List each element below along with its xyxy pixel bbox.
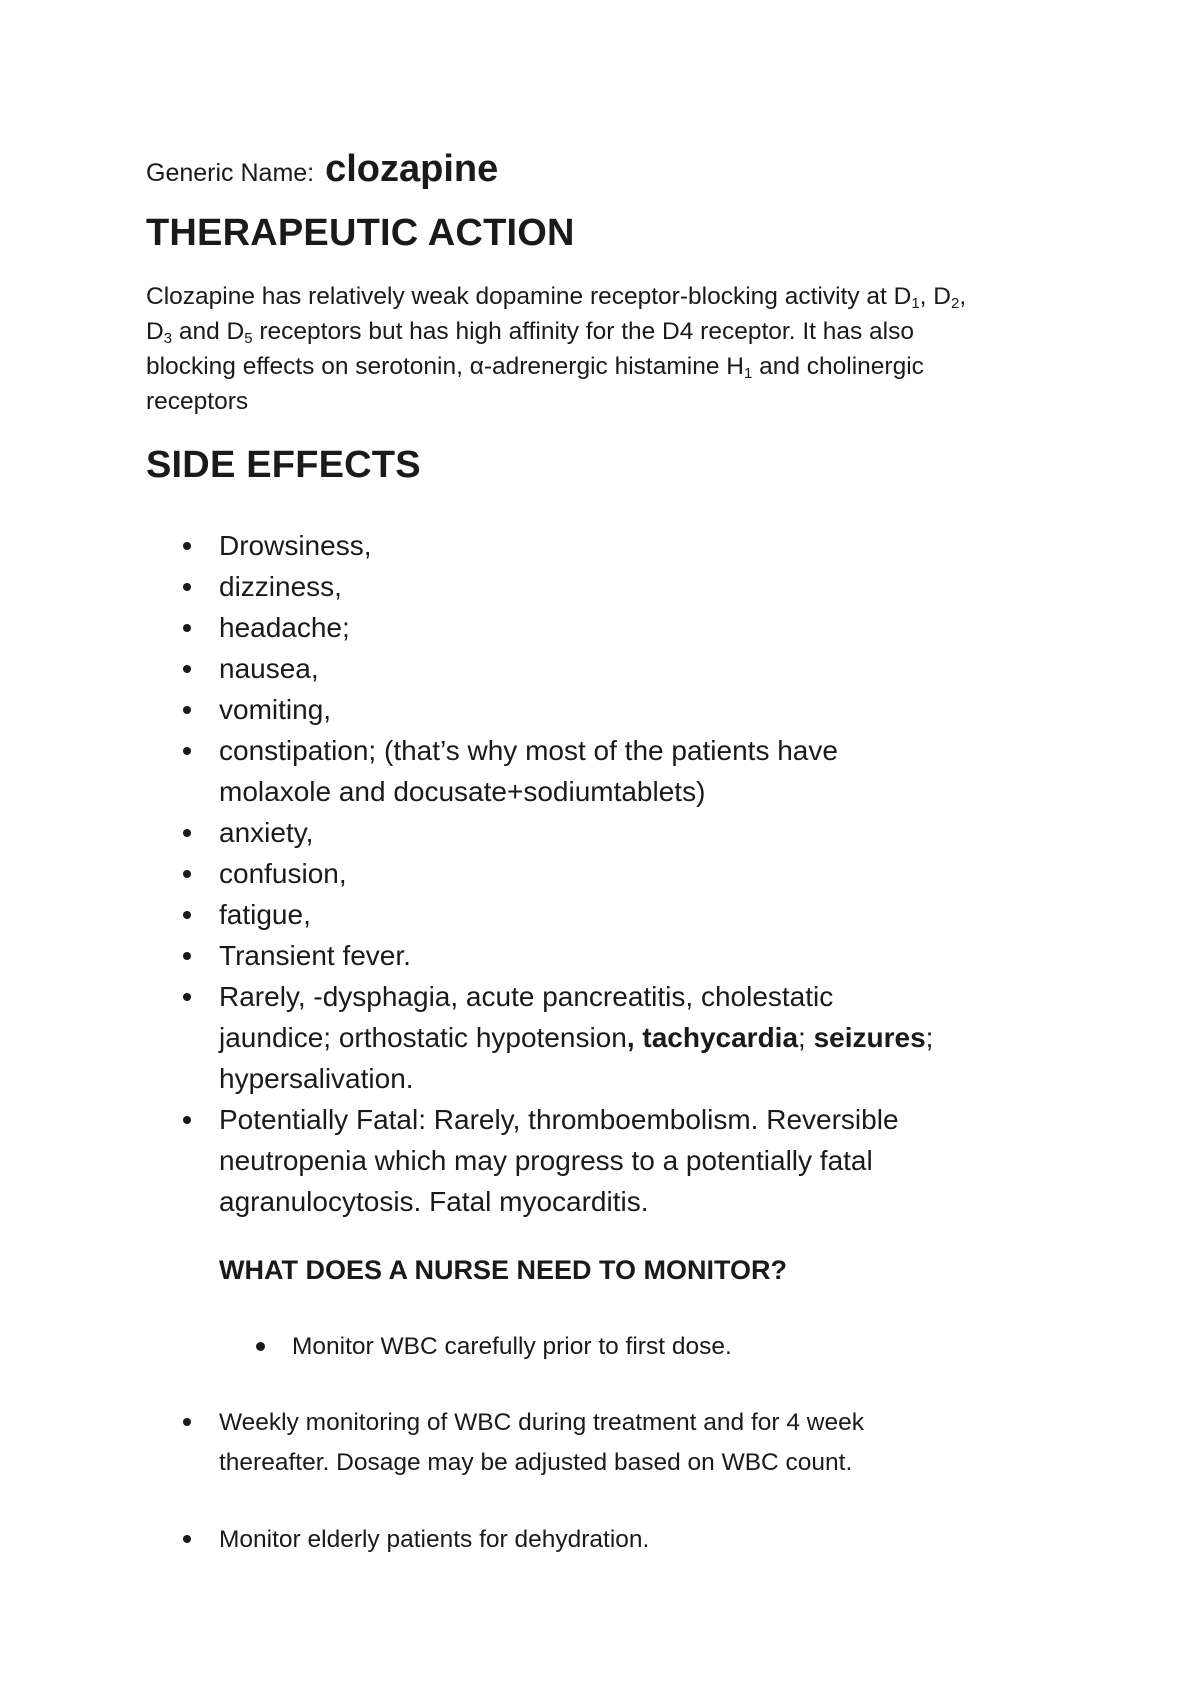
bullet-icon xyxy=(256,1342,265,1351)
bullet-icon xyxy=(183,706,191,714)
therapeutic-line-3: blocking effects on serotonin, α-adrenergic histamine $H_1$ and cholinergic xyxy=(146,353,924,382)
list-item-continued: molaxole and docusate+sodiumtablets) xyxy=(219,776,706,807)
list-item: Transient fever. xyxy=(219,940,411,971)
bullet-icon xyxy=(183,624,191,632)
therapeutic-line-1: Clozapine has relatively weak dopamine receptor-blocking activity at $D_1$, $D_2$, xyxy=(146,283,967,312)
bullet-icon xyxy=(183,993,191,1001)
list-item: Monitor WBC carefully prior to first dose. xyxy=(292,1333,732,1360)
list-item-continued: jaundice; orthostatic hypotension, tachycardia; seizures; xyxy=(219,1022,934,1053)
bullet-icon xyxy=(183,747,191,755)
list-item: constipation; (that’s why most of the patients have xyxy=(219,735,838,766)
bullet-icon xyxy=(183,870,191,878)
monitor-heading: WHAT DOES A NURSE NEED TO MONITOR? xyxy=(219,1255,788,1285)
generic-name-line xyxy=(146,148,498,191)
list-item: vomiting, xyxy=(219,694,332,725)
drug-name: clozapine xyxy=(325,148,499,190)
list-item: Monitor elderly patients for dehydration. xyxy=(219,1526,650,1553)
therapeutic-line-2: $D_3$ and $D_5$ receptors but has high affinity for the D4 receptor. It has also xyxy=(146,318,914,347)
list-item-continued: agranulocytosis. Fatal myocarditis. xyxy=(219,1186,649,1217)
list-item: confusion, xyxy=(219,858,347,889)
therapeutic-action-heading: THERAPEUTIC ACTION xyxy=(146,212,575,254)
bullet-icon xyxy=(183,1418,191,1426)
generic-name-label: Generic Name: xyxy=(146,159,315,187)
bullet-icon xyxy=(183,911,191,919)
list-item: nausea, xyxy=(219,653,319,684)
list-item: Drowsiness, xyxy=(219,530,372,561)
list-item: fatigue, xyxy=(219,899,311,930)
list-item: headache; xyxy=(219,612,350,643)
list-item: dizziness, xyxy=(219,571,342,602)
bullet-icon xyxy=(183,1116,191,1124)
bullet-icon xyxy=(183,665,191,673)
bullet-icon xyxy=(183,829,191,837)
bullet-icon xyxy=(183,542,191,550)
bullet-icon xyxy=(183,1535,191,1543)
list-item: Weekly monitoring of WBC during treatment and for 4 week xyxy=(219,1409,865,1436)
list-item-continued: hypersalivation. xyxy=(219,1063,414,1094)
list-item-continued: thereafter. Dosage may be adjusted based on WBC count. xyxy=(219,1449,853,1476)
side-effects-heading: SIDE EFFECTS xyxy=(146,444,421,486)
list-item: anxiety, xyxy=(219,817,314,848)
list-item-continued: neutropenia which may progress to a potentially fatal xyxy=(219,1145,873,1176)
bullet-icon xyxy=(183,583,191,591)
bullet-icon xyxy=(183,952,191,960)
therapeutic-line-4: receptors xyxy=(146,388,249,415)
list-item: Rarely, -dysphagia, acute pancreatitis, cholestatic xyxy=(219,981,834,1012)
list-item: Potentially Fatal: Rarely, thromboembolism. Reversible xyxy=(219,1104,899,1135)
